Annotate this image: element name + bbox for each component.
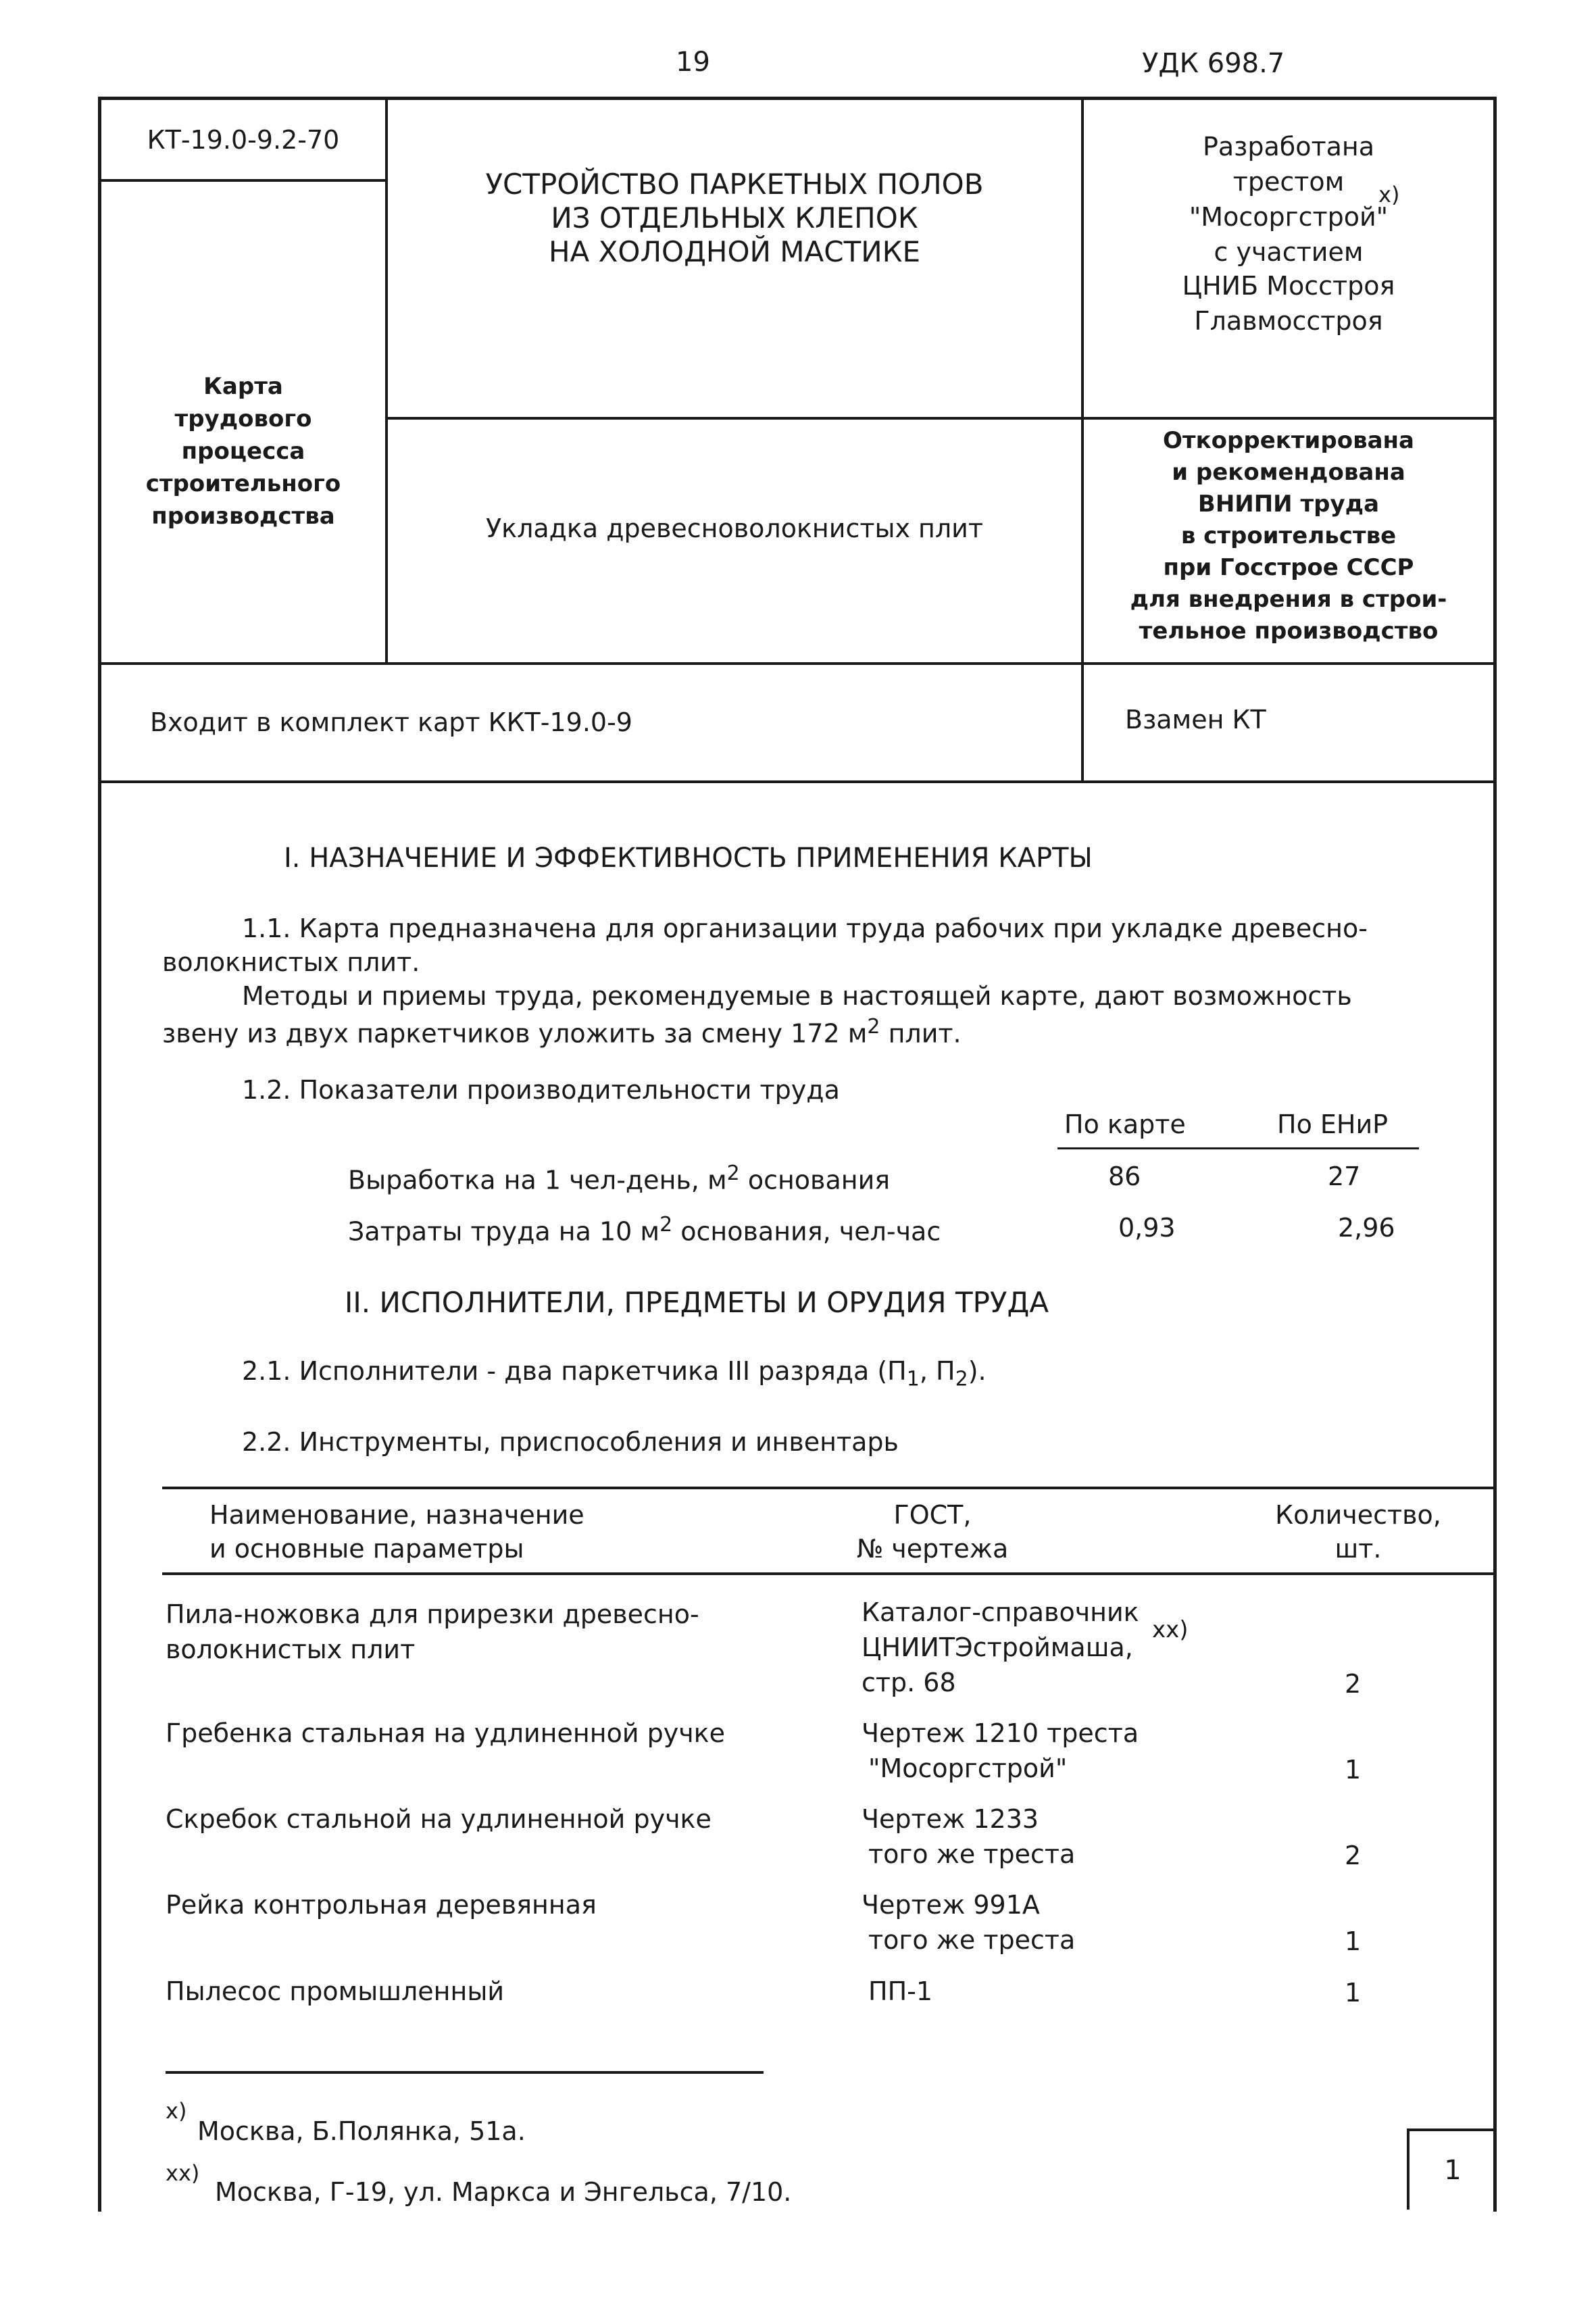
tool-row-4-name: Рейка контрольная деревянная — [166, 1890, 597, 1920]
tool-row-4-gost-line-1: Чертеж 991А — [862, 1890, 1040, 1920]
tools-col-qty-line-1: Количество, — [1275, 1500, 1441, 1530]
tool-row-3-gost-line-2: того же треста — [868, 1839, 1076, 1869]
indicator-columns-underline — [1057, 1147, 1419, 1149]
paragraph-2-1: 2.1. Исполнители - два паркетчика III разряда ($П_1$, $П_2$). — [242, 1356, 987, 1391]
corrected-line-3: ВНИПИ труда — [1197, 491, 1380, 518]
paragraph-2-2: 2.2. Инструменты, приспособления и инвентарь — [242, 1427, 899, 1457]
card-title-line-1: УСТРОЙСТВО ПАРКЕТНЫХ ПОЛОВ — [485, 168, 984, 201]
code-cell-bottom — [98, 179, 388, 182]
tool-row-4-gost-line-2: того же треста — [868, 1925, 1076, 1955]
developer-line-2: трестом — [1232, 167, 1345, 197]
tool-row-2-gost-line-1: Чертеж 1210 треста — [862, 1718, 1139, 1748]
developer-line-4: с участием — [1214, 237, 1364, 267]
tool-row-3-name: Скребок стальной на удлиненной ручке — [166, 1804, 712, 1834]
card-title-line-3: НА ХОЛОДНОЙ МАСТИКЕ — [548, 235, 921, 268]
tool-row-3-qty: 2 — [1345, 1841, 1362, 1870]
tool-row-1-gost-mark: xx) — [1152, 1616, 1189, 1643]
tool-row-5-qty: 1 — [1345, 1978, 1362, 2008]
header-hline-mid — [385, 417, 1497, 420]
developer-line-6: Главмосстроя — [1194, 306, 1383, 336]
developer-line-1: Разработана — [1202, 132, 1375, 161]
tool-row-1-name-line-2: волокнистых плит — [166, 1635, 416, 1664]
section-1-heading: I. НАЗНАЧЕНИЕ И ЭФФЕКТИВНОСТЬ ПРИМЕНЕНИЯ КАРТЫ — [284, 843, 1093, 874]
tools-table-top-rule — [162, 1487, 1493, 1489]
tool-row-4-qty: 1 — [1345, 1926, 1362, 1956]
developer-line-3: "Мосоргстрой" — [1189, 202, 1389, 232]
indicator-row-labor-label: Затраты труда на 10 $м^2$ основания, чел-час — [348, 1213, 941, 1247]
udk-code: УДК 698.7 — [1142, 48, 1285, 79]
developer-line-5: ЦНИБ Мосстроя — [1182, 271, 1395, 301]
set-membership: Входит в комплект карт ККТ-19.0-9 — [150, 707, 632, 737]
tools-col-gost-line-2: № чертежа — [856, 1534, 1009, 1564]
tool-row-1-gost-line-3: стр. 68 — [862, 1668, 956, 1697]
tool-row-5-name: Пылесос промышленный — [166, 1976, 505, 2006]
card-type-line-2: трудового — [174, 405, 312, 432]
paragraph-1-2: 1.2. Показатели производительности труда — [242, 1075, 840, 1105]
frame-top — [98, 97, 1497, 100]
corrected-line-1: Откорректирована — [1163, 427, 1414, 454]
tool-row-2-name: Гребенка стальная на удлиненной ручке — [166, 1718, 726, 1748]
footnote-2-text: Москва, Г-19, ул. Маркса и Энгельса, 7/10. — [215, 2177, 792, 2207]
corrected-line-7: тельное производство — [1139, 618, 1439, 645]
footnote-1-text: Москва, Б.Полянка, 51а. — [197, 2116, 526, 2146]
paragraph-1-1b-line-2: звену из двух паркетчиков уложить за смену 172 $м^2$ плит. — [162, 1015, 962, 1049]
page-number: 19 — [676, 47, 710, 78]
header-hline-bottom — [98, 662, 1497, 665]
paragraph-1-1-line-2: волокнистых плит. — [162, 947, 420, 977]
corrected-line-4: в строительстве — [1180, 522, 1397, 549]
paragraph-1-1-line-1: 1.1. Карта предназначена для организации труда рабочих при укладке древесно- — [242, 914, 1368, 943]
corrected-line-6: для внедрения в строи- — [1130, 586, 1447, 613]
indicator-row-output-card: 86 — [1108, 1162, 1141, 1191]
tool-row-1-qty: 2 — [1345, 1669, 1362, 1699]
column-by-enir: По ЕНиР — [1277, 1110, 1389, 1139]
tools-col-gost-line-1: ГОСТ, — [893, 1500, 972, 1530]
tools-table-header-rule — [162, 1572, 1493, 1575]
card-code: КТ-19.0-9.2-70 — [147, 125, 340, 155]
card-type-line-1: Карта — [203, 373, 283, 400]
tool-row-3-gost-line-1: Чертеж 1233 — [862, 1804, 1039, 1834]
replaces-card: Взамен КТ — [1125, 705, 1266, 735]
tools-col-qty-line-2: шт. — [1335, 1534, 1382, 1564]
tools-col-name-line-1: Наименование, назначение — [209, 1500, 584, 1530]
indicator-row-output-enir: 27 — [1328, 1162, 1361, 1191]
frame-right — [1493, 97, 1497, 2212]
corrected-line-2: и рекомендована — [1172, 459, 1405, 486]
section-2-heading: II. ИСПОЛНИТЕЛИ, ПРЕДМЕТЫ И ОРУДИЯ ТРУДА — [345, 1286, 1049, 1319]
card-type-line-5: производства — [151, 503, 335, 530]
set-row-bottom — [98, 780, 1497, 783]
footnote-separator — [166, 2071, 764, 2074]
paragraph-1-1b-line-1: Методы и приемы труда, рекомендуемые в настоящей карте, дают возможность — [242, 981, 1352, 1011]
tool-row-2-gost-line-2: "Мосоргстрой" — [868, 1753, 1068, 1783]
tools-col-name-line-2: и основные параметры — [209, 1534, 524, 1564]
indicator-row-output-label: Выработка на 1 чел-день, $м^2$ основания — [348, 1162, 891, 1195]
footnote-1-mark: x) — [166, 2098, 187, 2124]
tool-row-1-name-line-1: Пила-ножовка для прирезки древесно- — [166, 1599, 699, 1629]
card-type-line-3: процесса — [181, 438, 305, 465]
corrected-line-5: при Госстрое СССР — [1163, 554, 1414, 581]
tool-row-1-gost-line-1: Каталог-справочник — [862, 1597, 1139, 1627]
indicator-row-labor-enir: 2,96 — [1338, 1213, 1395, 1243]
indicator-row-labor-card: 0,93 — [1118, 1213, 1176, 1243]
tool-row-2-qty: 1 — [1345, 1755, 1362, 1785]
column-by-card: По карте — [1064, 1110, 1186, 1139]
card-type-line-4: строительного — [145, 470, 341, 497]
card-subtitle: Укладка древесноволокнистых плит — [485, 514, 984, 543]
tool-row-5-gost: ПП-1 — [868, 1976, 933, 2006]
sheet-number: 1 — [1444, 2155, 1462, 2186]
footnote-2-mark: xx) — [166, 2160, 200, 2186]
card-title-line-2: ИЗ ОТДЕЛЬНЫХ КЛЕПОК — [551, 201, 918, 234]
tool-row-1-gost-line-2: ЦНИИТЭстроймаша, — [862, 1633, 1133, 1662]
developer-footnote-mark: x) — [1378, 182, 1400, 207]
